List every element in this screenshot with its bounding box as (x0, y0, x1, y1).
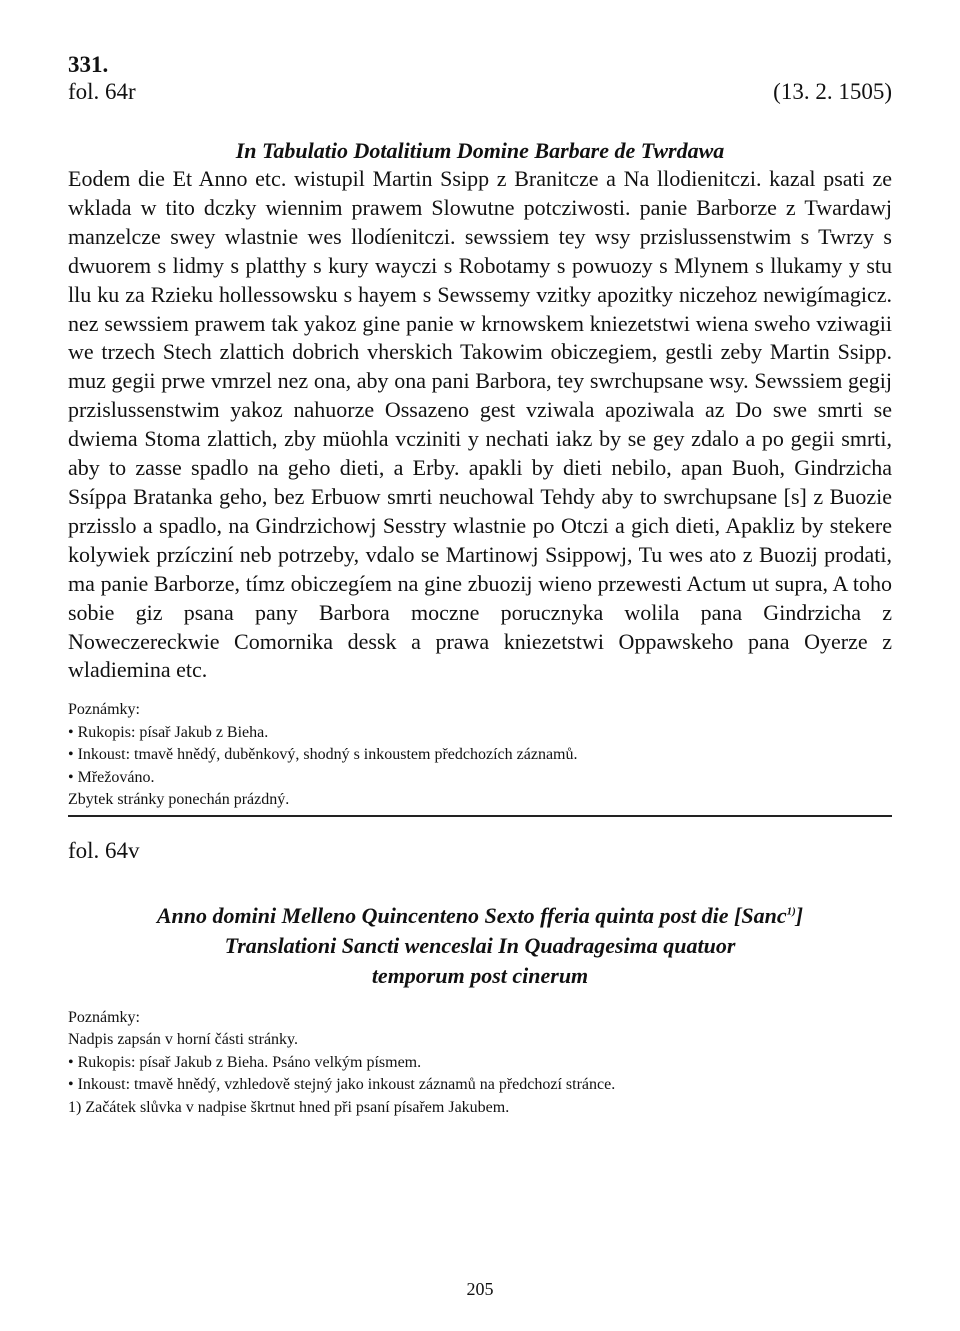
folio-row (68, 78, 892, 106)
notes-title: Poznámky: (68, 1008, 140, 1026)
note-item: Zbytek stránky ponechán prázdný. (68, 791, 290, 809)
folio-label: fol. 64r (68, 79, 136, 104)
note-item: • Inkoust: tmavě hnědý, vzhledově stejný jako inkoust záznamů na předchozí stránce. (68, 1076, 616, 1094)
notes-section-2 (68, 1007, 892, 1120)
entry-number: 331. (68, 52, 109, 77)
page-number: 205 (466, 1279, 494, 1299)
entry2-heading (68, 901, 892, 991)
note-item: Nadpis zapsán v horní části stránky. (68, 1031, 299, 1049)
section-divider (68, 815, 892, 817)
notes-section (68, 699, 892, 812)
notes-title: Poznámky: (68, 701, 140, 719)
entry-date: (13. 2. 1505) (773, 79, 892, 104)
entry2-heading-line3: temporum post cinerum (371, 962, 589, 988)
entry2-heading-line1-end: ] (795, 902, 804, 928)
note-item: 1) Začátek slůvka v nadpise škrtnut hned při psaní písařem Jakubem. (68, 1098, 510, 1116)
note-item: • Rukopis: písař Jakub z Bieha. (68, 723, 269, 741)
entry2-heading-line2: Translationi Sancti wenceslai In Quadragesima quatuor (224, 932, 736, 958)
note-item: • Rukopis: písař Jakub z Bieha. Psáno velkým písmem. (68, 1053, 422, 1071)
note-item: • Mřežováno. (68, 768, 155, 786)
footnote-marker: 1) (786, 905, 796, 918)
entry-heading: In Tabulatio Dotalitium Domine Barbare de Twrdawa (235, 138, 725, 163)
entry2-heading-line1: Anno domini Melleno Quincenteno Sexto fferia quinta post die [Sanc (156, 902, 787, 928)
folio-label-2: fol. 64v (68, 837, 140, 863)
entry-body-text: Eodem die Et Anno etc. wistupil Martin Ssipp z Branitcze a Na llodienitczi. kazal psati ze wklada w tito dczky wiennim prawem Slowutne potcziwosti. panie Barborze z Twardawj manzelcze swey wlastnie wes llodíenitczi. sewssiem tey wsy przislussenstwim s Twrzy s dwuorem s lidmy s platthy s kury wayczi s Robotamy s powuozy s Mlynem s llukamy y stu llu ku za Rzieku hollessowsku s hayem s Sewssemy vzitky apozitky niczehoz newigímagicz. nez sewssiem prawem tak yakoz gine panie w krnowskem kniezetstwi wiena sweho vziwagii we trzech Stech zlattich dobrich vherskich Takowim obiczegiem, gestli zeby Martin Ssipp. muz gegii prwe vmrzel nez ona, aby ona pani Barbora, tey swrchupsane wsy. Sewssiem gegij przislussenstwim yakoz nahuorze Ossazeno gest vziwala apoziwala az Do swe smrti se dwiema Stoma zlattich, zby müohla vcziniti y nechati iakz by se gey zdalo a po gegii smrti, aby to zasse spadlo na geho dieti, a Erby. apakli by dieti nebilo, apan Buoh, Gindrzicha Ssípρa Bratanka geho, bez Erbuow smrti neuchowal Tehdy aby to swrchupsane [s] z Buozie przisslo a spadlo, na Gindrzichowj Sesstry wlastnie po Otczi a gich dieti, Apakliz by stekere kolywiek przícziní neb potrzeby, vdalo se Martinowj Ssippowj, Tu wes ato z Buozij prodati, ma panie Barborze, tímz obiczegíem na gine zbuozij wieno przewesti Actum ut supra, A toho sobie giz psana pany Barbora moczne porucznyka wolila pana Gindrzicha z Noweczereckwie Comornika dessk a prawa kniezetstwi Oppawskeho pana Oyerze z wladiemina etc. (68, 166, 892, 683)
page-content (68, 52, 892, 1119)
note-item: • Inkoust: tmavě hnědý, duběnkový, shodný s inkoustem předchozích záznamů. (68, 746, 578, 764)
